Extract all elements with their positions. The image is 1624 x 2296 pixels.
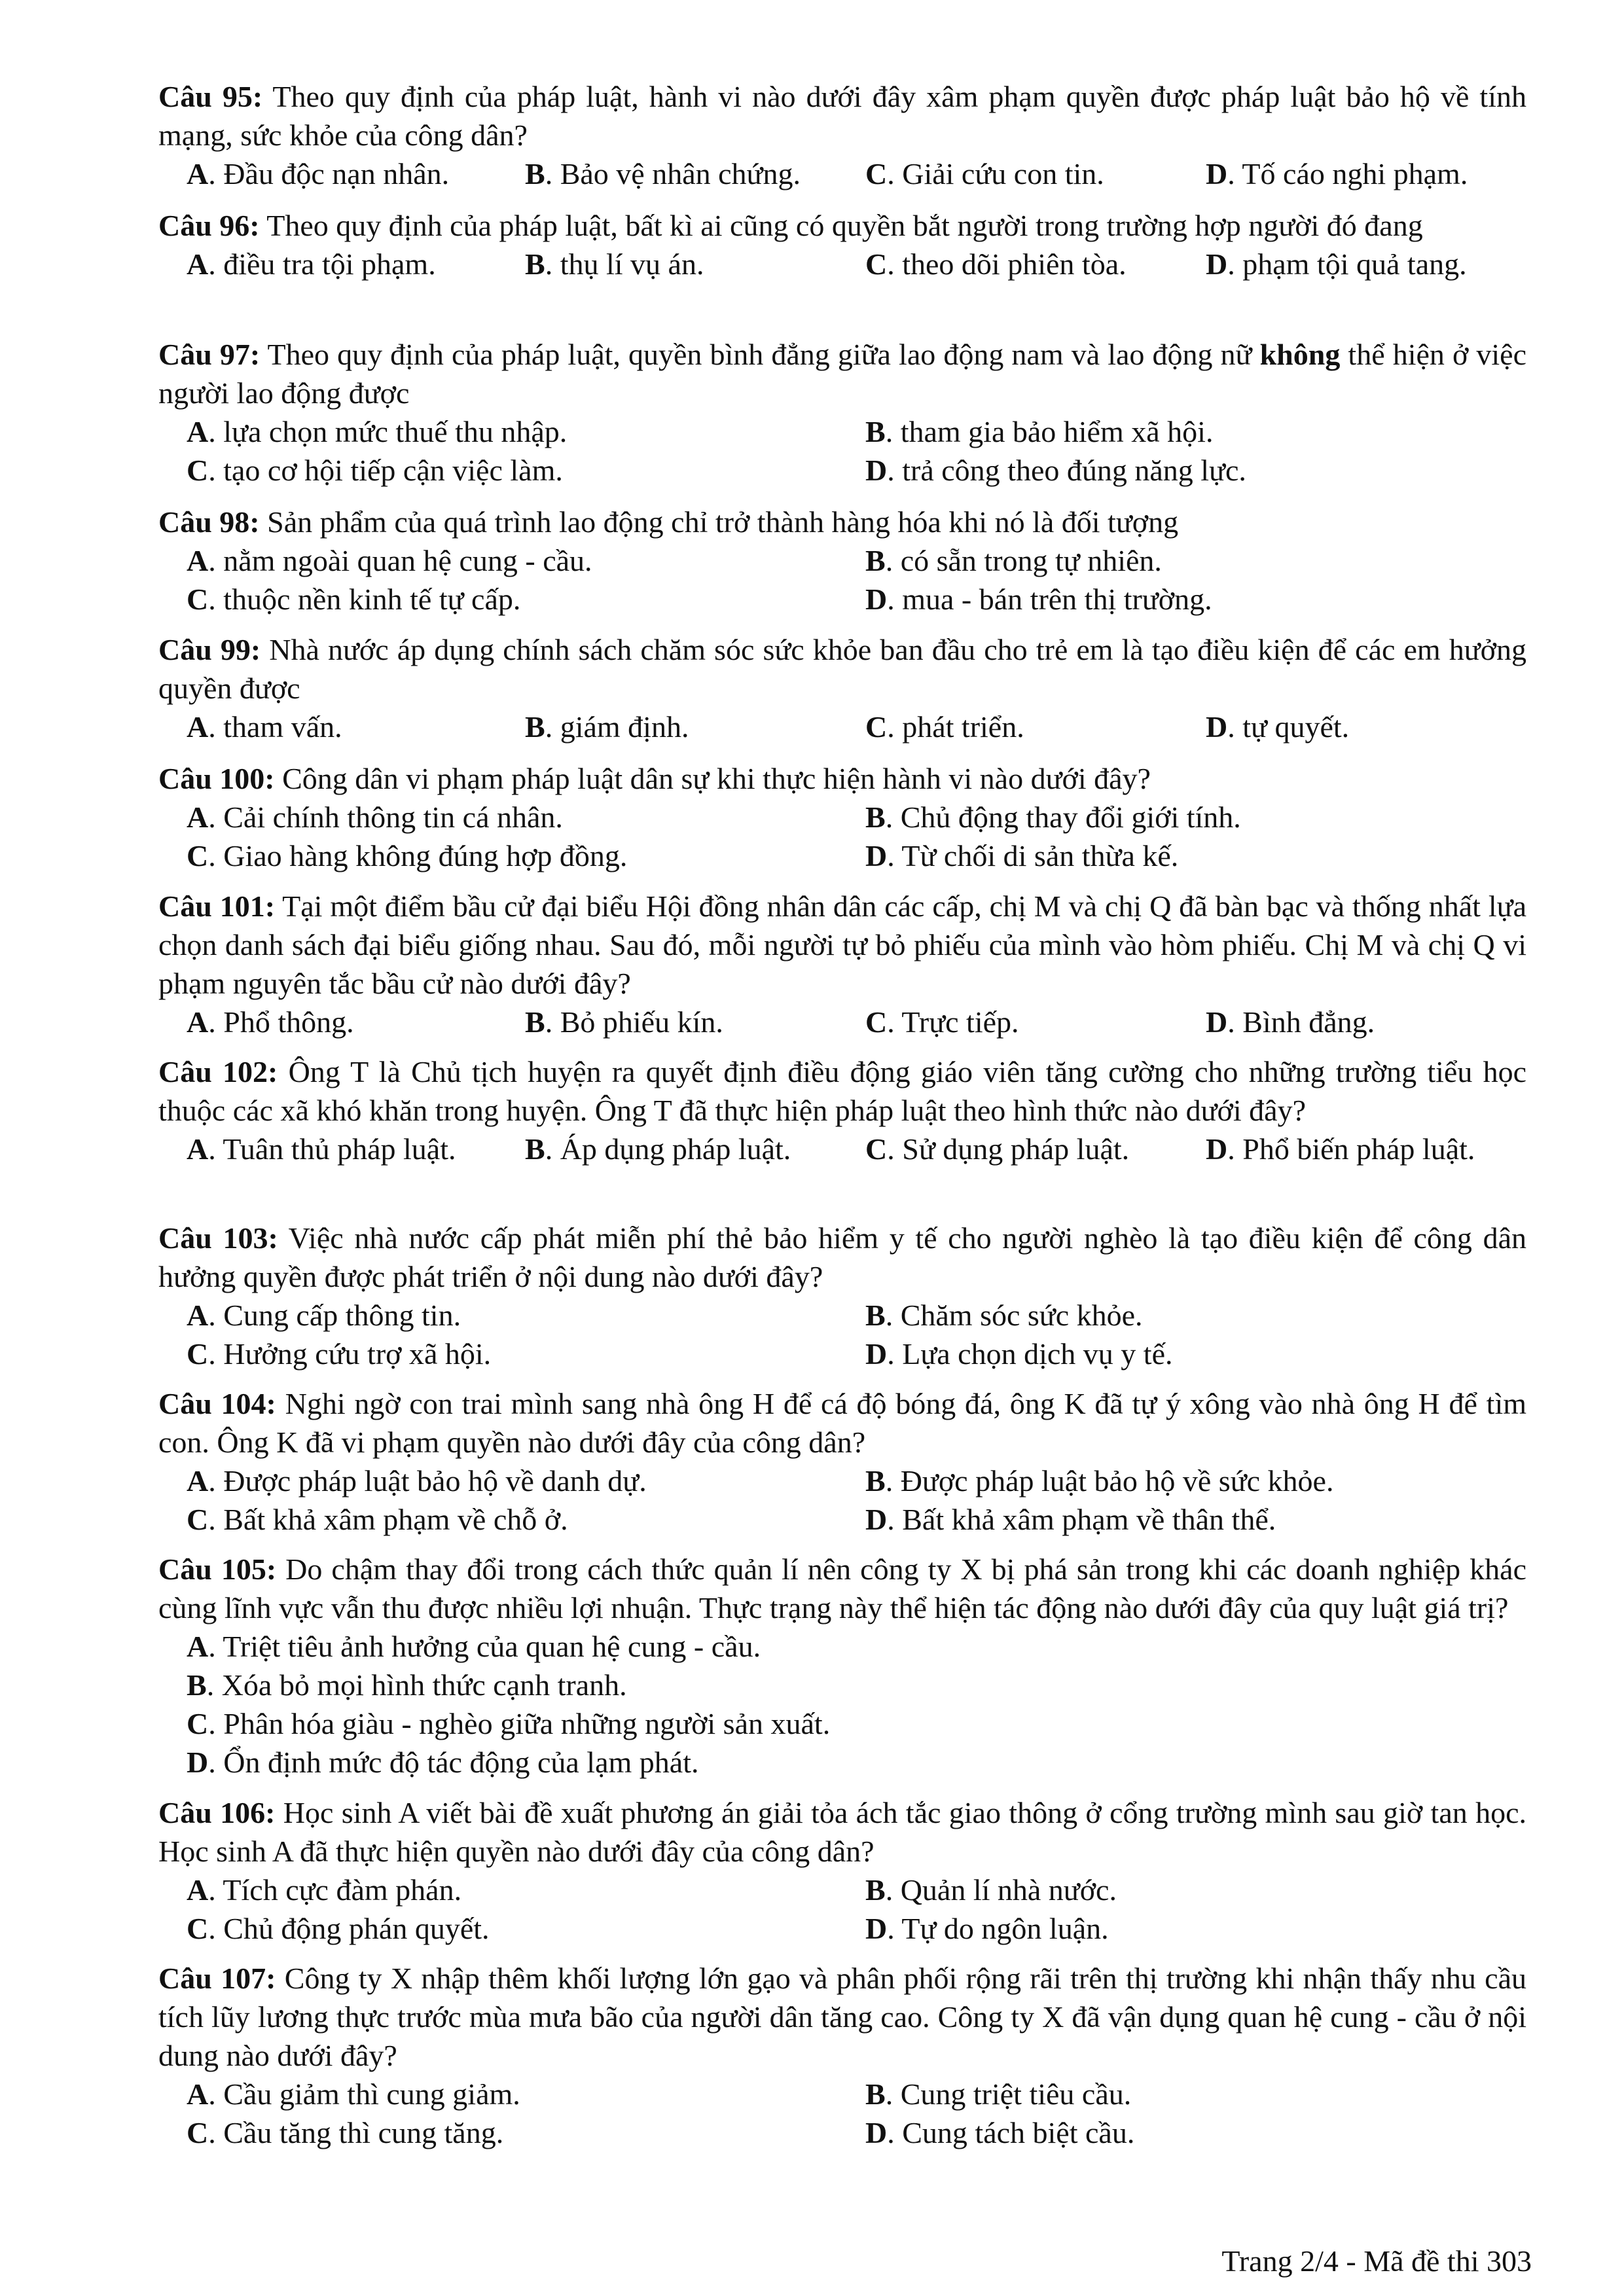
option-d[interactable]: D. phạm tội quả tang.	[1206, 247, 1467, 281]
option-c[interactable]: C. Cầu tăng thì cung tăng.	[187, 2116, 504, 2149]
answer-options	[158, 580, 1526, 619]
option-b[interactable]: B. Bảo vệ nhân chứng.	[525, 157, 801, 190]
option-a[interactable]: A. Đầu độc nạn nhân.	[187, 157, 450, 190]
question-text: Nghi ngờ con trai mình sang nhà ông H để cá độ bóng đá, ông K đã tự ý xông vào nhà ông H để tìm con. Ông K đã vi phạm quyền nào dưới đây của công dân?	[158, 1387, 1527, 1459]
question-text: Theo quy định của pháp luật, hành vi nào dưới đây xâm phạm quyền được pháp luật bảo hộ về tính mạng, sức khỏe của công dân?	[158, 80, 1526, 152]
question-label: Câu 107:	[158, 1962, 276, 1995]
question-text: Việc nhà nước cấp phát miễn phí thẻ bảo hiểm y tế cho người nghèo là tạo điều kiện để công dân hưởng quyền được phát triển ở nội dung nào dưới đây?	[158, 1221, 1526, 1293]
answer-options	[158, 245, 1526, 283]
option-d[interactable]: D. tự quyết.	[1206, 710, 1350, 744]
option-c[interactable]: C. Hưởng cứu trợ xã hội.	[187, 1337, 492, 1371]
option-b[interactable]: B. giám định.	[525, 710, 689, 744]
question-label: Câu 99:	[158, 633, 261, 666]
question-stem	[158, 1793, 1526, 1871]
question-107	[158, 1959, 1526, 2152]
option-d[interactable]: D. Cung tách biệt cầu.	[865, 2116, 1135, 2149]
question-96	[158, 206, 1526, 283]
option-a[interactable]: A. Cải chính thông tin cá nhân.	[187, 800, 563, 834]
option-c[interactable]: C. Sử dụng pháp luật.	[865, 1132, 1130, 1166]
question-label: Câu 98:	[158, 505, 260, 539]
option-d[interactable]: D. mua - bán trên thị trường.	[865, 583, 1212, 616]
answer-options	[158, 1500, 1526, 1539]
answer-options	[158, 541, 1526, 580]
option-d[interactable]: D. Bất khả xâm phạm về thân thể.	[865, 1503, 1276, 1536]
option-a[interactable]: A. Cung cấp thông tin.	[187, 1299, 461, 1332]
question-stem	[158, 1219, 1526, 1296]
option-b[interactable]: B. Áp dụng pháp luật.	[525, 1132, 791, 1166]
answer-options	[158, 1627, 1526, 1666]
option-a[interactable]: A. Triệt tiêu ảnh hưởng của quan hệ cung - cầu.	[187, 1630, 761, 1663]
question-label: Câu 96:	[158, 209, 260, 242]
option-a[interactable]: A. Cầu giảm thì cung giảm.	[187, 2077, 520, 2111]
negation-emphasis: không	[1259, 338, 1341, 371]
answer-options	[158, 1909, 1526, 1948]
answer-options	[158, 1335, 1526, 1373]
option-b[interactable]: B. Xóa bỏ mọi hình thức cạnh tranh.	[187, 1668, 627, 1702]
question-101	[158, 887, 1526, 1041]
question-text: Do chậm thay đổi trong cách thức quản lí nên công ty X bị phá sản trong khi các doanh nghiệp khác cùng lĩnh vực vẫn thu được nhiều lợi nhuận. Thực trạng này thể hiện tác động nào dưới đây của quy luật giá trị?	[158, 1552, 1526, 1624]
question-stem	[158, 759, 1526, 798]
option-b[interactable]: B. Chủ động thay đổi giới tính.	[865, 800, 1241, 834]
option-d[interactable]: D. Từ chối di sản thừa kế.	[865, 839, 1179, 872]
question-stem	[158, 1550, 1526, 1627]
option-d[interactable]: D. Bình đẳng.	[1206, 1005, 1375, 1039]
option-a[interactable]: A. Tuân thủ pháp luật.	[187, 1132, 456, 1166]
question-103	[158, 1219, 1526, 1373]
option-c[interactable]: C. Giải cứu con tin.	[865, 157, 1104, 190]
question-stem	[158, 77, 1526, 154]
option-a[interactable]: A. Tích cực đàm phán.	[187, 1873, 462, 1907]
question-99	[158, 630, 1526, 746]
question-text-cont: thể hiện ở việc người lao động được	[158, 338, 1526, 410]
question-100	[158, 759, 1526, 875]
answer-options	[158, 1871, 1526, 1909]
option-c[interactable]: C. Phân hóa giàu - nghèo giữa những người sản xuất.	[187, 1707, 831, 1740]
question-104	[158, 1384, 1526, 1539]
question-stem	[158, 1052, 1526, 1130]
answer-options	[158, 708, 1526, 746]
question-text: Công dân vi phạm pháp luật dân sự khi thực hiện hành vi nào dưới đây?	[274, 762, 1151, 795]
question-label: Câu 95:	[158, 80, 263, 113]
question-stem	[158, 206, 1526, 245]
question-stem	[158, 1959, 1526, 2075]
option-d[interactable]: D. trả công theo đúng năng lực.	[865, 454, 1246, 487]
option-a[interactable]: A. lựa chọn mức thuế thu nhập.	[187, 415, 568, 448]
page-footer: Trang 2/4 - Mã đề thi 303	[1221, 2244, 1532, 2278]
option-d[interactable]: D. Lựa chọn dịch vụ y tế.	[865, 1337, 1173, 1371]
question-106	[158, 1793, 1526, 1948]
option-d[interactable]: D. Tố cáo nghi phạm.	[1206, 157, 1468, 190]
question-95	[158, 77, 1526, 193]
question-text: Theo quy định của pháp luật, quyền bình đẳng giữa lao động nam và lao động nữ	[260, 338, 1260, 371]
answer-options	[158, 1704, 1526, 1743]
question-label: Câu 100:	[158, 762, 275, 795]
question-text: Tại một điểm bầu cử đại biểu Hội đồng nhân dân các cấp, chị M và chị Q đã bàn bạc và thống nhất lựa chọn danh sách đại biểu giống nhau. Sau đó, mỗi người tự bỏ phiếu của mình vào hòm phiếu. Chị M và chị Q vi phạm nguyên tắc bầu cử nào dưới đây?	[158, 889, 1526, 1000]
question-stem	[158, 1384, 1526, 1462]
question-label: Câu 97:	[158, 338, 261, 371]
option-c[interactable]: C. tạo cơ hội tiếp cận việc làm.	[187, 454, 563, 487]
question-stem	[158, 887, 1526, 1003]
option-c[interactable]: C. Chủ động phán quyết.	[187, 1912, 490, 1945]
question-label: Câu 104:	[158, 1387, 276, 1420]
option-b[interactable]: B. có sẵn trong tự nhiên.	[865, 544, 1162, 577]
question-stem	[158, 335, 1526, 412]
question-label: Câu 101:	[158, 889, 276, 923]
question-label: Câu 105:	[158, 1552, 277, 1586]
option-b[interactable]: B. Bỏ phiếu kín.	[525, 1005, 723, 1039]
option-a[interactable]: A. Được pháp luật bảo hộ về danh dự.	[187, 1464, 647, 1498]
option-a[interactable]: A. nằm ngoài quan hệ cung - cầu.	[187, 544, 592, 577]
question-stem	[158, 630, 1526, 708]
question-stem	[158, 503, 1526, 541]
question-text: Ông T là Chủ tịch huyện ra quyết định điều động giáo viên tăng cường cho những trường tiểu học thuộc các xã khó khăn trong huyện. Ông T đã thực hiện pháp luật theo hình thức nào dưới đây?	[158, 1055, 1526, 1127]
question-97	[158, 335, 1526, 490]
answer-options	[158, 1130, 1526, 1168]
answer-options	[158, 412, 1526, 451]
option-d[interactable]: D. Ổn định mức độ tác động của lạm phát.	[187, 1746, 699, 1779]
answer-options	[158, 2075, 1526, 2113]
question-label: Câu 103:	[158, 1221, 278, 1255]
option-a[interactable]: A. Phổ thông.	[187, 1005, 354, 1039]
option-b[interactable]: B. Được pháp luật bảo hộ về sức khỏe.	[865, 1464, 1334, 1498]
option-c[interactable]: C. thuộc nền kinh tế tự cấp.	[187, 583, 521, 616]
question-text: Nhà nước áp dụng chính sách chăm sóc sức khỏe ban đầu cho trẻ em là tạo điều kiện để các em hưởng quyền được	[158, 633, 1526, 705]
option-c[interactable]: C. phát triển.	[865, 710, 1024, 744]
answer-options	[158, 836, 1526, 875]
option-b[interactable]: B. thụ lí vụ án.	[525, 247, 704, 281]
question-label: Câu 106:	[158, 1796, 276, 1829]
option-c[interactable]: C. Giao hàng không đúng hợp đồng.	[187, 839, 628, 872]
option-a[interactable]: A. tham vấn.	[187, 710, 342, 744]
answer-options	[158, 1462, 1526, 1500]
answer-options	[158, 1666, 1526, 1704]
question-105	[158, 1550, 1526, 1782]
question-98	[158, 503, 1526, 619]
option-b[interactable]: B. Quản lí nhà nước.	[865, 1873, 1117, 1907]
answer-options	[158, 154, 1526, 193]
option-c[interactable]: C. Bất khả xâm phạm về chỗ ở.	[187, 1503, 568, 1536]
answer-options	[158, 1743, 1526, 1782]
option-b[interactable]: B. Chăm sóc sức khỏe.	[865, 1299, 1143, 1332]
answer-options	[158, 1003, 1526, 1041]
option-b[interactable]: B. tham gia bảo hiểm xã hội.	[865, 415, 1214, 448]
answer-options	[158, 451, 1526, 490]
option-b[interactable]: B. Cung triệt tiêu cầu.	[865, 2077, 1132, 2111]
answer-options	[158, 2113, 1526, 2152]
option-c[interactable]: C. Trực tiếp.	[865, 1005, 1019, 1039]
option-c[interactable]: C. theo dõi phiên tòa.	[865, 247, 1127, 281]
answer-options	[158, 1296, 1526, 1335]
question-102	[158, 1052, 1526, 1168]
option-a[interactable]: A. điều tra tội phạm.	[187, 247, 436, 281]
question-text: Học sinh A viết bài đề xuất phương án giải tỏa ách tắc giao thông ở cổng trường mình sau giờ tan học. Học sinh A đã thực hiện quyền nào dưới đây của công dân?	[158, 1796, 1526, 1868]
question-text: Công ty X nhập thêm khối lượng lớn gạo và phân phối rộng rãi trên thị trường khi nhận thấy nhu cầu tích lũy lương thực trước mùa mưa bão của người dân tăng cao. Công ty X đã vận dụng quan hệ cung - cầu ở nội dung nào dưới đây?	[158, 1962, 1527, 2072]
question-label: Câu 102:	[158, 1055, 278, 1088]
answer-options	[158, 798, 1526, 836]
option-d[interactable]: D. Tự do ngôn luận.	[865, 1912, 1109, 1945]
option-d[interactable]: D. Phổ biến pháp luật.	[1206, 1132, 1475, 1166]
question-text: Sản phẩm của quá trình lao động chỉ trở thành hàng hóa khi nó là đối tượng	[259, 505, 1179, 539]
question-text: Theo quy định của pháp luật, bất kì ai cũng có quyền bắt người trong trường hợp người đó đang	[259, 209, 1423, 242]
